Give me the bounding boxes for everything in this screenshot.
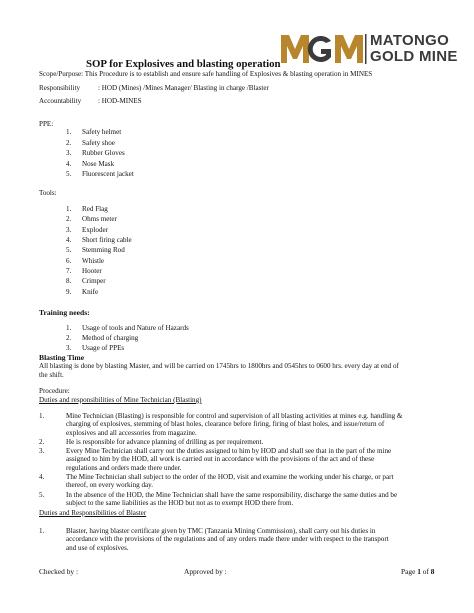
blaster-duties-heading: Duties and Responsibilities of Blaster (39, 509, 147, 517)
document-title: SOP for Explosives and blasting operation (86, 58, 281, 70)
approved-by-label: Approved by : (184, 567, 227, 576)
technician-duties-heading: Duties and responsibilities of Mine Technician (Blasting) (39, 396, 202, 404)
company-logo (279, 27, 458, 69)
document-page: MATONGO GOLD MINE SOP for Explosives and blasting operation Scope/Purpose: This Procedure is to establish and ensure safe handling of Explosives & blasting operation in MINES Responsibility : HOD (Mines) /Mines Manager/ Blasting in charge /Blaster Accountability : HOD-MINES PPE: 1. Safety helmet 2. Safety shoe 3. Rubber Gloves 4. Nose Mask 5. Fluorescent jacket Tools: 1. Red Flag 2. Ohms meter 3. Exploder 4. Short firing cable 5. Stemming Rod 6. Whistle 7. Hooter 8. Crimper 9. Knife Training needs: 1. Usage of tools and Nature of Hazards 2. Method of charging 3. Usage of PPEs Blasting Time All blasting is done by blasting Master, and will be carried on 1745hrs to 1800hrs and 0545hrs to 0600 hrs. every day at end of the shift. Procedure: Duties and responsibilities of Mine Technician (Blasting) 1. Mine Technician (Blasting) is responsible for control and supervision of all blasting activities at mines e.g. handling & charging of explosives, stemming of blast holes, clearance before firing, firing of blast holes, and issue/return of explosives and all accessories from magazine. 2. He is responsible for advance planning of drilling as per requirement. 3. Every Mine Technician shall carry out the duties assigned to him by HOD and shall see that in the part of the mine assigned to him by the HOD, all work is carried out in accordance with the provisions of the act and of these regulations and orders made there under. 4. The Mine Technician shall subject to the order of the HOD, visit and examine the working under his charge, or part thereof, on every working day. 5. In the absence of the HOD, the Mine Technician shall have the same responsibility, discharge the same duties and be subject to the same liabilities as the HOD but not as to exempt HOD there from. Duties and Responsibilities of Blaster 1. Blaster, having blaster certificate given by TMC (Tanzania Mining Commission), shall carry out his duties in accordance with the provisions of the regulations and of any orders made there under with respect to the transport and use of explosives. Checked by : Approved by : Page 1 of 8 (0, 0, 474, 613)
blasting-time-heading: Blasting Time (39, 353, 85, 362)
responsibility-label: Responsibility (39, 84, 80, 92)
tools-heading: Tools: (39, 189, 57, 197)
training-heading: Training needs: (39, 308, 90, 317)
scope-text: Scope/Purpose: This Procedure is to establish and ensure safe handling of Explosives & blasting operation in MINES (39, 70, 373, 78)
checked-by-label: Checked by : (39, 567, 78, 576)
blasting-time-line1: All blasting is done by blasting Master, and will be carried on 1745hrs to 1800hrs and 0545hrs to 0600 hrs. every day at end of (39, 362, 399, 370)
procedure-heading: Procedure: (39, 387, 70, 395)
accountability-label: Accountability (39, 97, 82, 105)
logo-text-line1: MATONGO (370, 32, 450, 49)
responsibility-value: : HOD (Mines) /Mines Manager/ Blasting in charge /Blaster (98, 84, 269, 92)
accountability-value: : HOD-MINES (98, 97, 142, 105)
blasting-time-line2: the shift. (39, 371, 64, 379)
ppe-heading: PPE: (39, 120, 54, 128)
page-number: Page 1 of 8 (401, 567, 435, 576)
logo-text-line2: GOLD MINE (370, 48, 458, 65)
